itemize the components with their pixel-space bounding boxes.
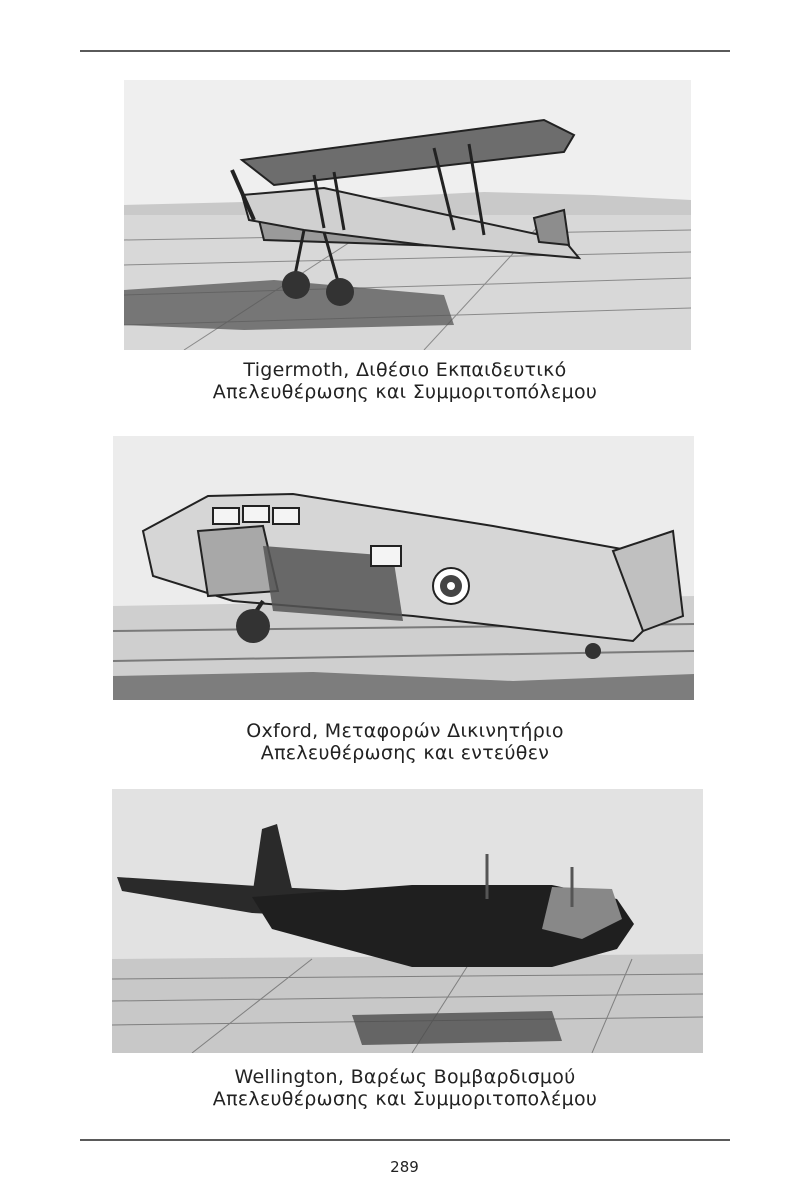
caption-line: Απελευθέρωσης και Συμμοριτοπόλεμου	[212, 381, 598, 403]
wellington-caption	[80, 1066, 730, 1110]
oxford-caption	[80, 720, 730, 764]
caption-line: Απελευθέρωσης και εντεύθεν	[260, 742, 550, 764]
tigermoth-illustration	[124, 80, 691, 350]
wellington-illustration	[112, 789, 703, 1053]
bottom-rule	[80, 1139, 730, 1141]
caption-line: Tigermoth, Διθέσιο Εκπαιδευτικό	[243, 359, 567, 381]
caption-line: Απελευθέρωσης και Συμμοριτοπολέμου	[212, 1088, 598, 1110]
top-rule	[80, 50, 730, 52]
caption-line: Wellington, Βαρέως Βομβαρδισμού	[234, 1066, 576, 1088]
page-number: 289	[390, 1158, 419, 1176]
oxford-illustration	[113, 436, 694, 700]
caption-line: Oxford, Μεταφορών Δικινητήριο	[246, 720, 564, 742]
tigermoth-caption	[80, 359, 730, 403]
